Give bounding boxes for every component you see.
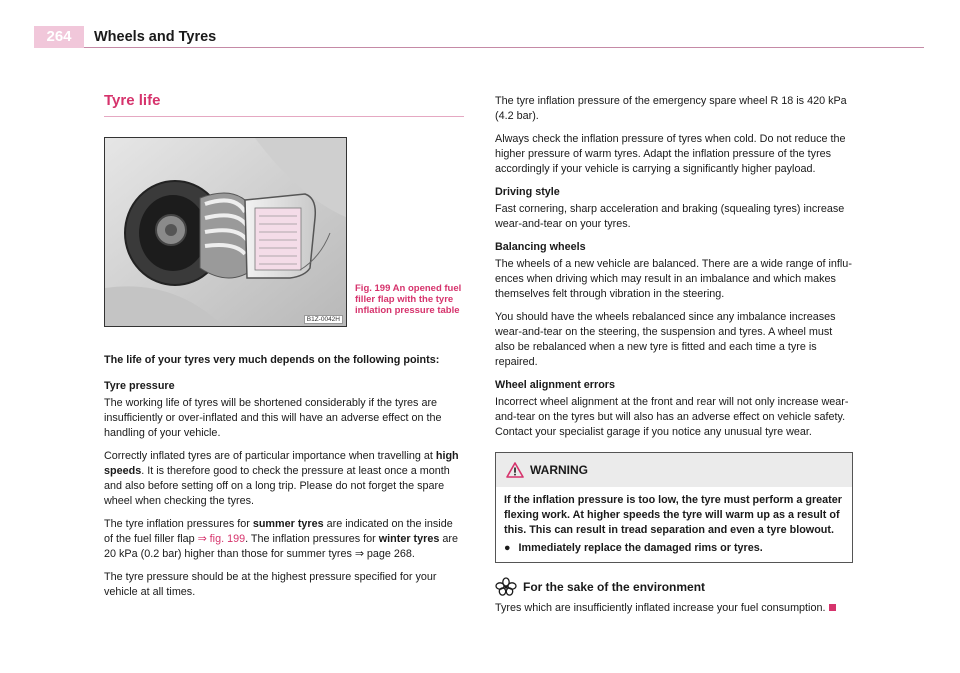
balancing-paragraph-2: You should have the wheels rebalanced since any imbalance increases wear-and-tear on the steering, the suspension and tyres. A wheel must also be rebalanced when a new tyre is fitted and each time a tyre is repaired.	[495, 311, 836, 368]
p2-text-c: . It is therefore good to check the pressure at least once a month and also before setting off on a long trip. Please do not forget the spare wheel when checking the tyres.	[104, 465, 450, 507]
alignment-heading: Wheel alignment errors	[495, 379, 615, 391]
tyre-pressure-paragraph-2	[104, 449, 464, 509]
environment-text-paragraph	[495, 601, 855, 616]
p3-text-c: are indicated on the inside of the fuel filler flap	[104, 518, 453, 545]
left-column	[104, 92, 464, 608]
figure-link[interactable]: ⇒ fig. 199	[197, 533, 246, 545]
balancing-heading: Balancing wheels	[495, 241, 586, 253]
tyre-pressure-paragraph-1: The working life of tyres will be shortened considerably if the tyres are insufficiently or over-inflated and this will have an adverse effect on the handling of your vehicle.	[104, 397, 442, 439]
driving-style-heading: Driving style	[495, 186, 560, 198]
warning-box	[495, 452, 853, 563]
driving-style-paragraph: Fast cornering, sharp acceleration and braking (squealing tyres) increase wear-and-tear on your tyres.	[495, 203, 845, 230]
warning-text: If the inflation pressure is too low, the tyre must perform a greater flexing work. At higher speeds the tyre will warm up as a result of this. This can result in tread separation and even a tyre blowout.	[504, 494, 842, 536]
p3-text-e: . The inflation pressures for	[245, 533, 379, 545]
tyre-pressure-paragraph-4: The tyre pressure should be at the highest pressure specified for your vehicle at all times.	[104, 571, 437, 598]
bullet-dot-icon: ●	[504, 542, 511, 554]
balancing-paragraph-1: The wheels of a new vehicle are balanced. There are a wide range of influ-ences when driving which may result in an imbalance and which makes themselves felt through vibration in the steering.	[495, 258, 852, 300]
figure-code: B1Z-0042H	[304, 315, 343, 324]
warning-title: WARNING	[530, 463, 588, 477]
intro-text: The life of your tyres very much depends on the following points:	[104, 354, 440, 366]
environment-title: For the sake of the environment	[523, 580, 706, 594]
environment-text: Tyres which are insufficiently inflated increase your fuel consumption.	[495, 602, 826, 614]
warning-body	[496, 487, 852, 562]
tyre-pressure-heading: Tyre pressure	[104, 380, 175, 392]
p3-bold-winter: winter tyres	[378, 533, 440, 545]
tyre-pressure-paragraph-3	[104, 517, 464, 562]
p3-text-g: are 20 kPa (0.2 bar) higher than those for summer tyres ⇒ page 268.	[104, 533, 458, 560]
header-rule	[84, 47, 924, 48]
environment-header	[495, 577, 855, 597]
p3-text-a: The tyre inflation pressures for	[104, 518, 253, 530]
environment-flower-icon	[495, 577, 517, 597]
p2-text-a: Correctly inflated tyres are of particular importance when travelling at	[104, 450, 436, 462]
page-number: 264	[34, 26, 84, 48]
section-end-icon	[829, 604, 836, 611]
fuel-flap-illustration	[105, 138, 347, 327]
figure-caption: Fig. 199 An opened fuel filler flap with the tyre inflation pressure table	[355, 283, 462, 316]
spare-wheel-paragraph: The tyre inflation pressure of the emergency spare wheel R 18 is 420 kPa (4.2 bar).	[495, 95, 847, 122]
warning-triangle-icon	[506, 462, 524, 478]
fuel-flap-figure	[104, 137, 347, 327]
p2-bold: high speeds	[104, 450, 459, 477]
warning-bullet-text: Immediately replace the damaged rims or tyres.	[518, 542, 763, 554]
cold-tyres-paragraph: Always check the inflation pressure of tyres when cold. Do not reduce the higher pressure of warm tyres. Adapt the inflation pressure of the tyres accordingly if your vehicle is carrying a significantly higher payload.	[495, 133, 846, 175]
alignment-paragraph: Incorrect wheel alignment at the front and rear will not only increase wear-and-tear on the tyres but will also has an adverse effect on vehicle safety. Contact your specialist garage if you notice any unusual tyre wear.	[495, 396, 849, 438]
right-column	[495, 94, 855, 624]
figure-row	[104, 137, 464, 327]
header-title: Wheels and Tyres	[94, 29, 217, 45]
warning-header	[496, 453, 852, 487]
section-title: Tyre life	[104, 92, 464, 117]
warning-bullet	[504, 541, 844, 556]
p3-bold-summer: summer tyres	[252, 518, 324, 530]
